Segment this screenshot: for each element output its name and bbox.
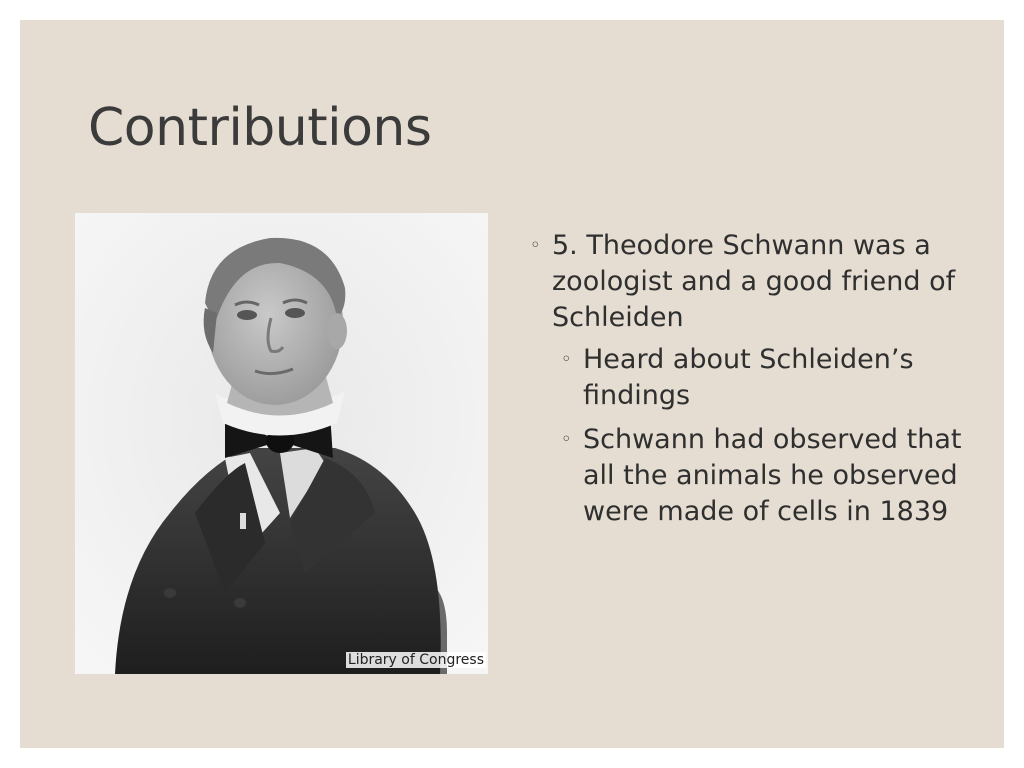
bullet-text: 5. Theodore Schwann was a zoologist and a good friend of Schleiden	[552, 230, 956, 333]
bullet-marker-icon: ◦	[530, 235, 541, 256]
sub-bullet-text: Schwann had observed that all the animals he observed were made of cells in 1839	[583, 424, 962, 527]
portrait-image	[75, 213, 488, 674]
sub-bullet-marker-icon: ◦	[561, 349, 572, 370]
sub-bullet-marker-icon: ◦	[561, 429, 572, 450]
bullet-list	[530, 228, 990, 538]
image-caption: Library of Congress	[347, 652, 484, 668]
bullet-item	[530, 228, 990, 336]
slide-title: Contributions	[88, 98, 432, 158]
sub-bullet-text: Heard about Schleiden’s findings	[583, 344, 914, 411]
sub-bullet-item	[561, 342, 990, 414]
slide	[20, 20, 1004, 748]
sub-bullet-item	[561, 422, 990, 530]
portrait-drawing	[75, 213, 488, 674]
